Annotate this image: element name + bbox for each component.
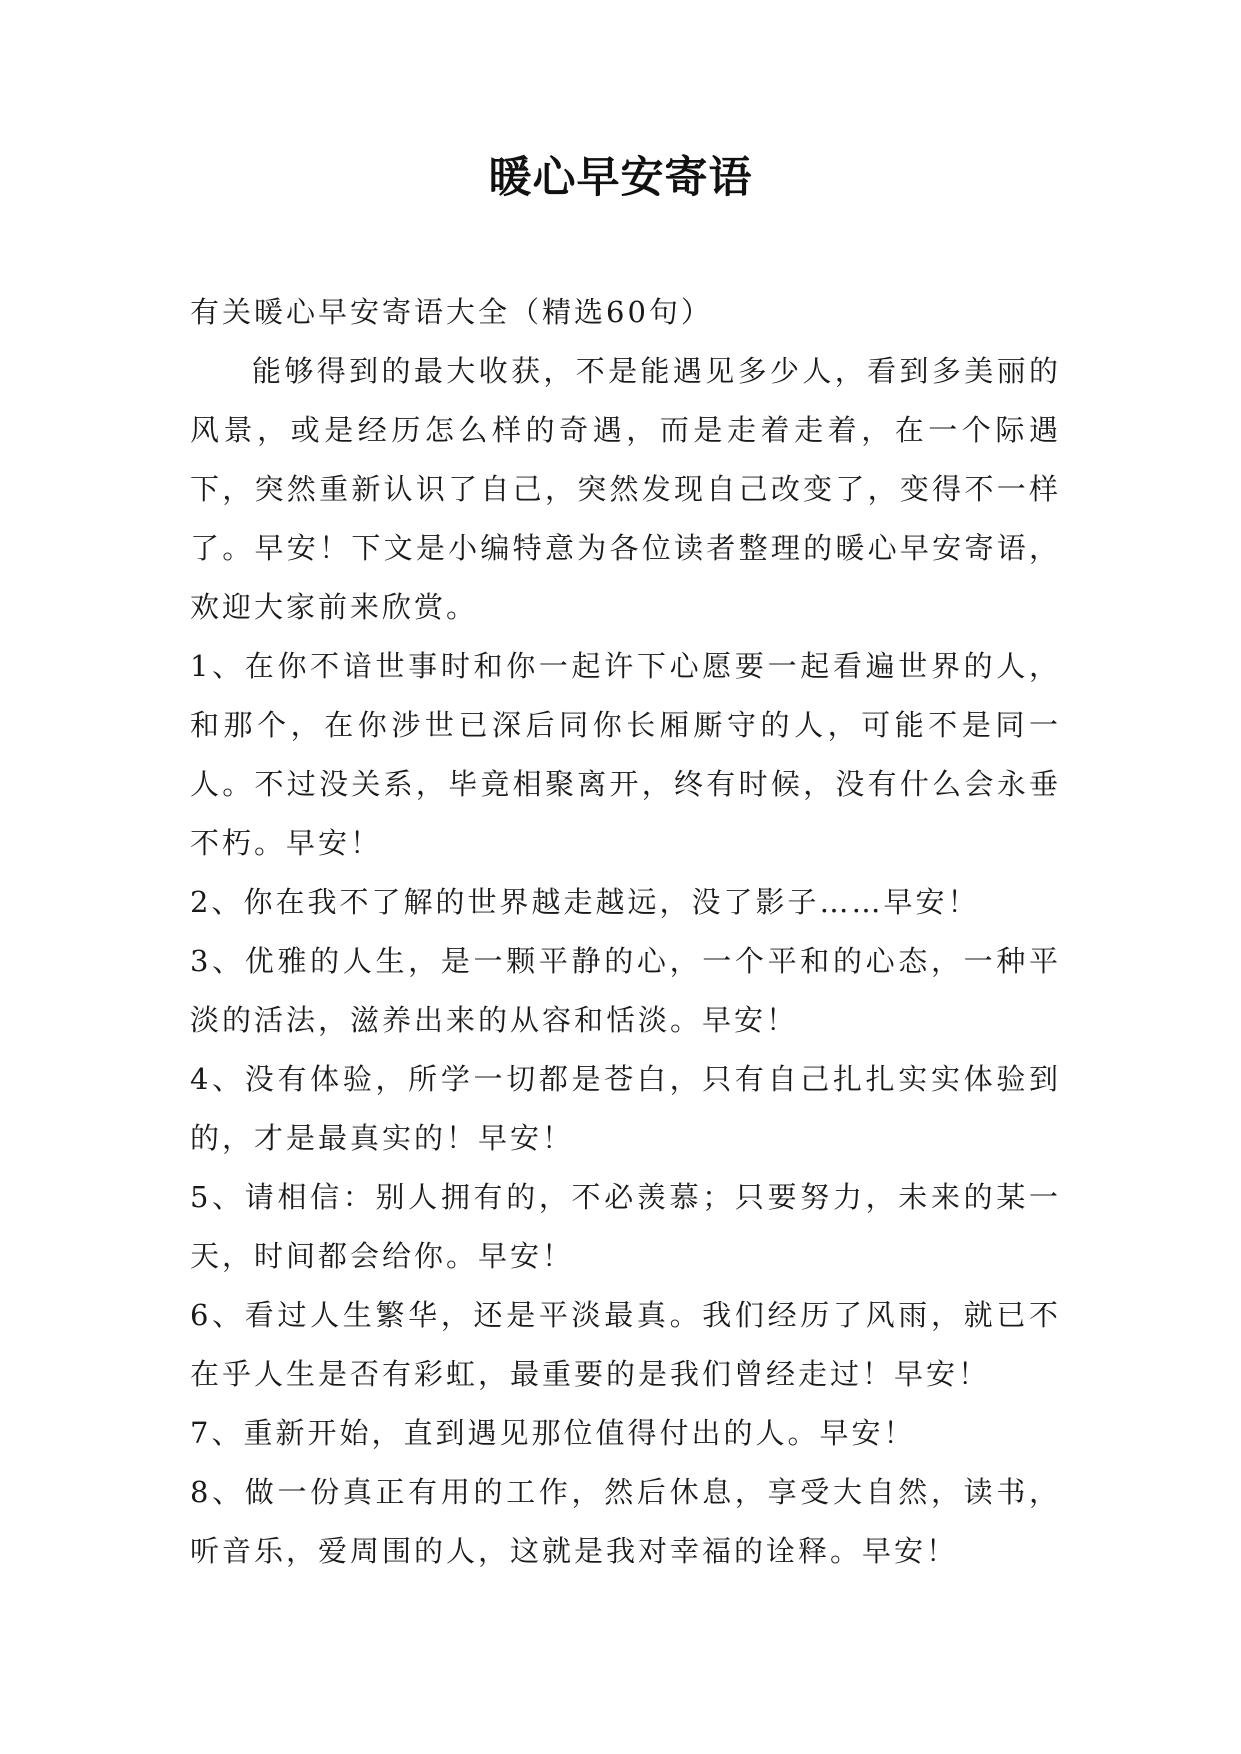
intro-paragraph: 能够得到的最大收获，不是能遇见多少人，看到多美丽的风景，或是经历怎么样的奇遇，而是走着走着，在一个际遇下，突然重新认识了自己，突然发现自己改变了，变得不一样了。早安！下文是小编特意为各位读者整理的暖心早安寄语，欢迎大家前来欣赏。 [190,354,1061,624]
quote-item-5: 5、请相信：别人拥有的，不必羡慕；只要努力，未来的某一天，时间都会给你。早安！ [190,1180,1061,1273]
quote-item-4: 4、没有体验，所学一切都是苍白，只有自己扎扎实实体验到的，才是最真实的！早安！ [190,1062,1061,1155]
quote-item-1: 1、在你不谙世事时和你一起许下心愿要一起看遍世界的人，和那个，在你涉世已深后同你长厢厮守的人，可能不是同一人。不过没关系，毕竟相聚离开，终有时候，没有什么会永垂不朽。早安！ [190,649,1061,860]
document-body [190,283,1061,1581]
document-title: 暖心早安寄语 [488,153,753,203]
quote-item-8: 8、做一份真正有用的工作，然后休息，享受大自然，读书，听音乐，爱周围的人，这就是我对幸福的诠释。早安！ [190,1475,1061,1568]
document-subtitle: 有关暖心早安寄语大全（精选60句） [190,295,713,329]
quote-item-7: 7、重新开始，直到遇见那位值得付出的人。早安！ [190,1416,916,1450]
quote-item-2: 2、你在我不了解的世界越走越远，没了影子……早安！ [190,885,980,919]
quote-item-3: 3、优雅的人生，是一颗平静的心，一个平和的心态，一种平淡的活法，滋养出来的从容和恬淡。早安！ [190,944,1061,1037]
quote-item-6: 6、看过人生繁华，还是平淡最真。我们经历了风雨，就已不在乎人生是否有彩虹，最重要的是我们曾经走过！早安！ [190,1298,1061,1391]
